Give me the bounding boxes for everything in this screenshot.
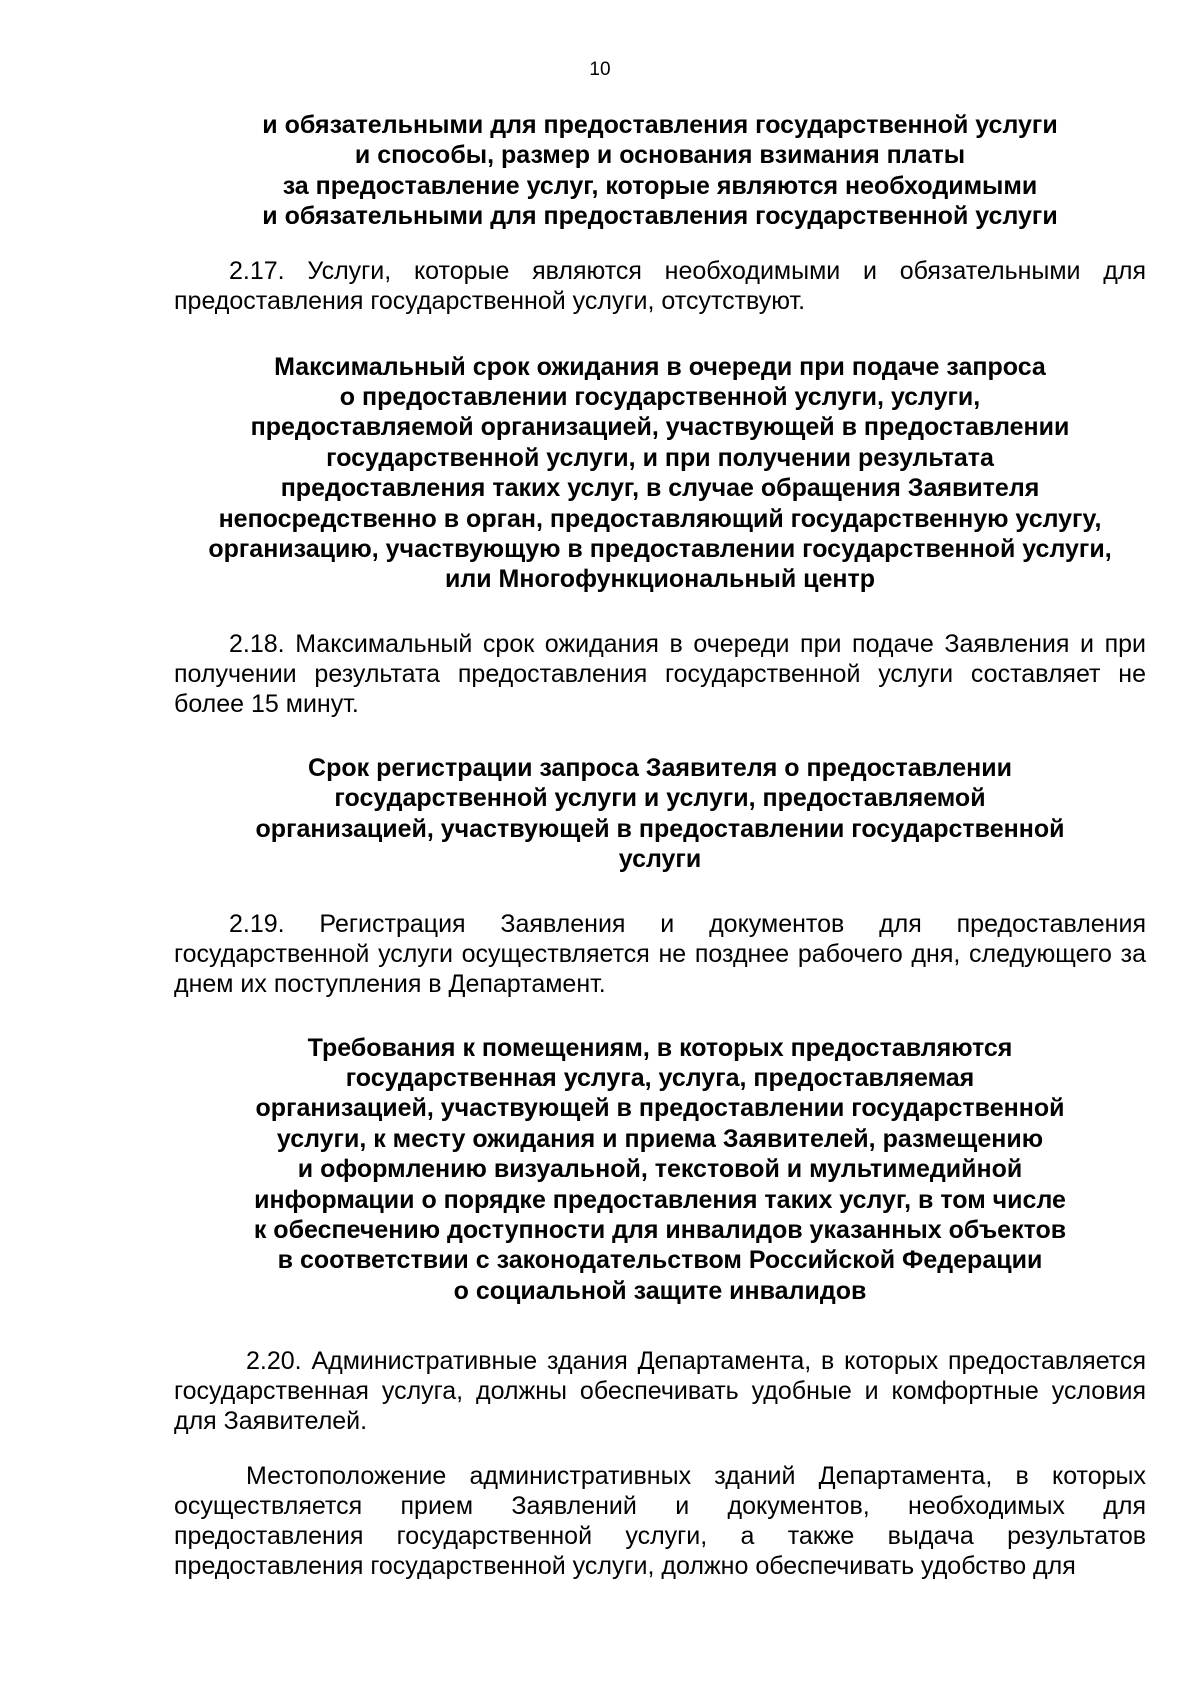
section-heading-fees bbox=[174, 110, 1146, 232]
paragraph-2-18: 2.18. Максимальный срок ожидания в очереди при подаче Заявления и при получении результата предоставления государственной услуги составляет не более 15 минут. bbox=[174, 629, 1146, 718]
heading-line: к обеспечению доступности для инвалидов указанных объектов bbox=[253, 1215, 1067, 1244]
section-heading-queue-time bbox=[174, 352, 1146, 595]
paragraph-building-location: Местоположение административных зданий Департамента, в которых осуществляется прием Заявлений и документов, необходимых для предоставления государственной услуги, а также выдача результатов предоставления государственной услуги, должно обеспечивать удобство для bbox=[174, 1462, 1146, 1581]
heading-line: организацией, участвующей в предоставлении государственной bbox=[255, 814, 1065, 843]
heading-line: услуги bbox=[618, 845, 702, 874]
heading-line: и способы, размер и основания взимания платы bbox=[354, 141, 966, 170]
paragraph-2-17: 2.17. Услуги, которые являются необходимыми и обязательными для предоставления государственной услуги, отсутствуют. bbox=[174, 256, 1146, 315]
heading-line: и обязательными для предоставления государственной услуги bbox=[262, 111, 1058, 139]
heading-line: и оформлению визуальной, текстовой и мультимедийной bbox=[297, 1155, 1023, 1184]
heading-line: организацией, участвующей в предоставлении государственной bbox=[255, 1094, 1065, 1123]
heading-line: Срок регистрации запроса Заявителя о предоставлении bbox=[308, 753, 1012, 782]
heading-line: государственная услуга, услуга, предоставляемая bbox=[345, 1063, 975, 1092]
heading-line: непосредственно в орган, предоставляющий государственную услугу, bbox=[218, 504, 1102, 533]
heading-line: государственной услуги, и при получении результата bbox=[326, 443, 994, 472]
heading-line: за предоставление услуг, которые являются необходимыми bbox=[282, 171, 1038, 200]
heading-line: Максимальный срок ожидания в очереди при подаче запроса bbox=[274, 352, 1046, 381]
document-body bbox=[174, 110, 1146, 1606]
heading-line: предоставляемой организацией, участвующей в предоставлении bbox=[250, 413, 1070, 442]
heading-line: организацию, участвующую в предоставлении государственной услуги, bbox=[208, 535, 1112, 564]
heading-line: предоставления таких услуг, в случае обращения Заявителя bbox=[280, 474, 1040, 503]
heading-line: государственной услуги и услуги, предоставляемой bbox=[334, 784, 986, 813]
heading-line: о предоставлении государственной услуги, услуги, bbox=[339, 383, 981, 412]
heading-line: услуги, к месту ожидания и приема Заявителей, размещению bbox=[276, 1124, 1044, 1153]
heading-line: и обязательными для предоставления государственной услуги bbox=[262, 202, 1058, 231]
section-heading-premises-requirements bbox=[174, 1033, 1146, 1307]
paragraph-2-20: 2.20. Административные здания Департамента, в которых предоставляется государственная услуга, должны обеспечивать удобные и комфортные условия для Заявителей. bbox=[174, 1347, 1146, 1436]
page-number: 10 bbox=[589, 59, 611, 80]
heading-line: Требования к помещениям, в которых предоставляются bbox=[307, 1033, 1013, 1062]
heading-line: или Многофункциональный центр bbox=[444, 565, 876, 594]
heading-line: в соответствии с законодательством Российской Федерации bbox=[277, 1246, 1043, 1275]
heading-line: информации о порядке предоставления таких услуг, в том числе bbox=[254, 1185, 1066, 1214]
heading-line: о социальной защите инвалидов bbox=[453, 1276, 867, 1305]
section-heading-registration-time bbox=[174, 753, 1146, 875]
paragraph-2-19: 2.19. Регистрация Заявления и документов для предоставления государственной услуги осуществляется не позднее рабочего дня, следующего за днем их поступления в Департамент. bbox=[174, 909, 1146, 998]
